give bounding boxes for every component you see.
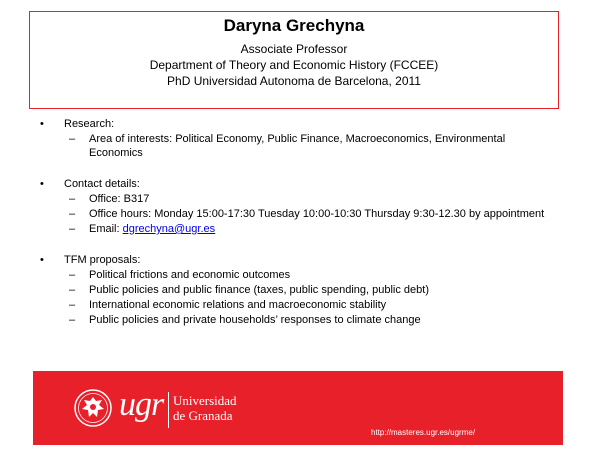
dash-icon: – [69,299,76,311]
university-crest-icon [73,388,113,428]
tfm-proposal: Political frictions and economic outcomes [89,269,291,281]
footer-banner [33,371,563,445]
tfm-proposal: Public policies and private households’ responses to climate change [89,314,421,326]
tfm-label: TFM proposals: [64,254,141,266]
bullet-icon: • [40,118,44,130]
header-box [29,11,559,109]
dash-icon: – [69,208,76,220]
content [40,117,560,344]
tfm-section [40,253,560,327]
dash-icon: – [69,223,76,235]
phd-info: PhD Universidad Autonoma de Barcelona, 2011 [167,74,421,88]
list-item [40,207,560,221]
ugr-logo-text: ugr [119,386,164,423]
contact-label: Contact details: [64,178,140,190]
tfm-proposal: Public policies and public finance (taxes, public spending, public debt) [89,284,429,296]
contact-section [40,177,560,236]
tfm-proposal: International economic relations and macroeconomic stability [89,299,387,311]
office-hours: Office hours: Monday 15:00-17:30 Tuesday 10:00-10:30 Thursday 9:30-12.30 by appointment [89,208,545,220]
list-item [40,268,560,282]
dash-icon: – [69,133,76,145]
professor-name: Daryna Grechyna [223,16,365,35]
professor-title: Associate Professor [240,42,348,56]
bullet-icon: • [40,254,44,266]
list-item [40,313,560,327]
list-item [40,298,560,312]
list-item [40,283,560,297]
footer-url[interactable]: http://masteres.ugr.es/ugrme/ [371,428,476,437]
dash-icon: – [69,284,76,296]
research-label: Research: [64,118,115,130]
university-line-1: Universidad [173,393,237,408]
list-item [40,192,560,206]
university-line-2: de Granada [173,408,233,423]
university-name [173,393,237,423]
office-info: Office: B317 [89,193,150,205]
dash-icon: – [69,314,76,326]
email-label: Email: [89,223,123,235]
dash-icon: – [69,193,76,205]
email-link[interactable]: dgrechyna@ugr.es [122,223,216,235]
research-interests: Area of interests: Political Economy, Public Finance, Macroeconomics, Environmental Economics [89,133,506,159]
research-section [40,117,560,160]
bullet-icon: • [40,178,44,190]
logo-divider [168,392,169,428]
dash-icon: – [69,269,76,281]
list-item [40,132,560,160]
department: Department of Theory and Economic History (FCCEE) [149,58,439,72]
list-item [40,222,560,236]
